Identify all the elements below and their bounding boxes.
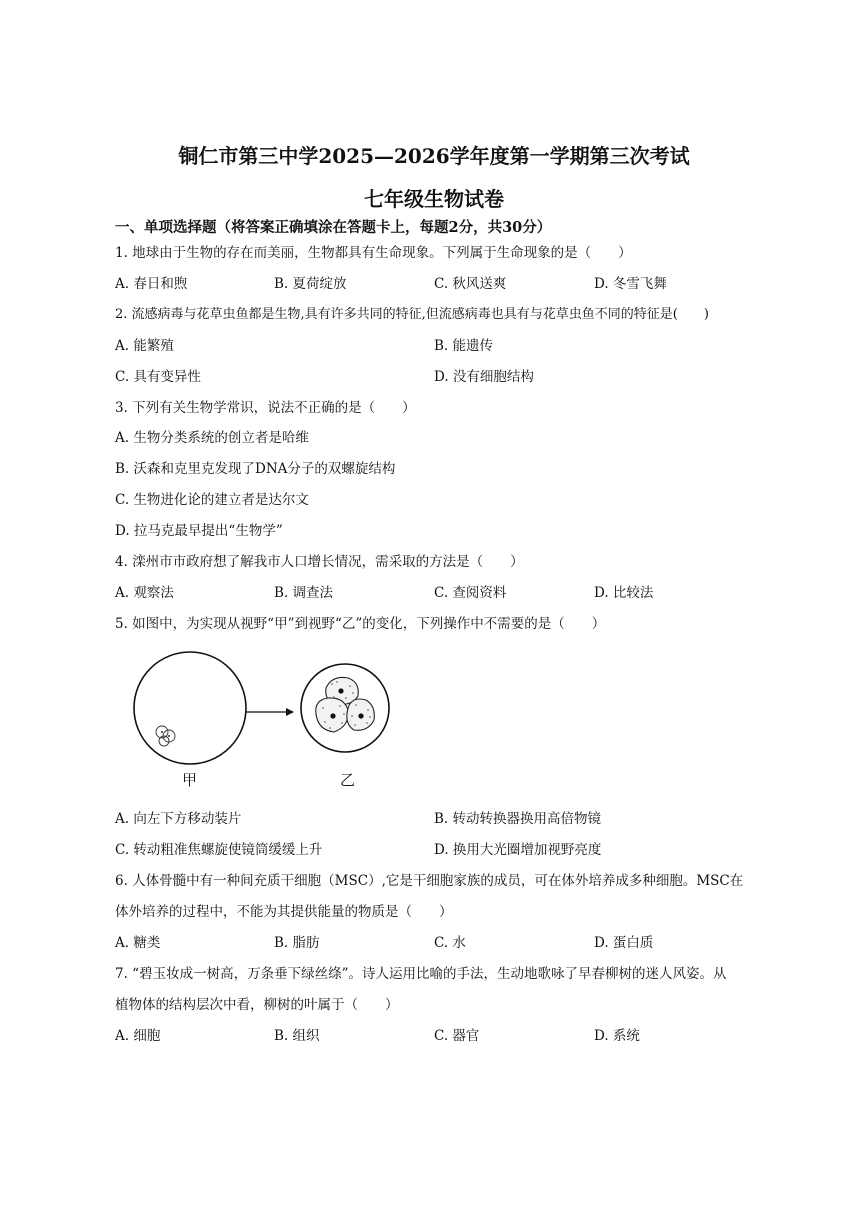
field-jia-label: 甲: [182, 771, 198, 789]
question-6-option-b: B. 脂肪: [274, 935, 320, 951]
question-5-option-d: D. 换用大光圈增加视野亮度: [434, 842, 602, 858]
question-3-option-b: B. 沃森和克里克发现了DNA分子的双螺旋结构: [115, 461, 396, 477]
question-6-stem-line-1: 6. 人体骨髓中有一种间充质干细胞（MSC）,它是干细胞家族的成员，可在体外培养成多种细胞。MSC在: [115, 873, 744, 889]
question-5-stem: 5. 如图中，为实现从视野“甲”到视野“乙”的变化，下列操作中不需要的是（ ）: [115, 616, 606, 632]
question-1-option-c: C. 秋风送爽: [434, 276, 507, 292]
question-5-option-a: A. 向左下方移动装片: [115, 811, 242, 827]
question-7-option-b: B. 组织: [274, 1028, 320, 1044]
small-cells-icon: [156, 726, 175, 746]
field-yi-label: 乙: [340, 771, 356, 789]
question-3-option-c: C. 生物进化论的建立者是达尔文: [115, 492, 309, 508]
microscope-field-figure: [120, 650, 420, 795]
field-jia: [134, 652, 246, 764]
question-6-option-d: D. 蛋白质: [594, 935, 654, 951]
arrow-right-icon: [245, 708, 294, 716]
question-6-stem-line-2: 体外培养的过程中，不能为其提供能量的物质是（ ）: [115, 904, 453, 920]
question-3-option-d: D. 拉马克最早提出“生物学”: [115, 523, 283, 539]
question-4-option-b: B. 调查法: [274, 585, 334, 601]
magnified-cells-icon: [316, 677, 375, 732]
question-5-option-c: C. 转动粗准焦螺旋使镜筒缓缓上升: [115, 842, 323, 858]
section-heading: 一、单项选择题（将答案正确填涂在答题卡上，每题2分，共30分）: [115, 219, 552, 236]
question-4-option-a: A. 观察法: [115, 585, 174, 601]
question-2-stem: 2. 流感病毒与花草虫鱼都是生物,具有许多共同的特征,但流感病毒也具有与花草虫鱼不同的特征是( ): [115, 307, 709, 322]
question-7-stem-line-2: 植物体的结构层次中看，柳树的叶属于（ ）: [115, 997, 399, 1013]
question-2-option-c: C. 具有变异性: [115, 369, 201, 385]
question-5-option-b: B. 转动转换器换用高倍物镜: [434, 811, 602, 827]
question-1-option-b: B. 夏荷绽放: [274, 276, 347, 292]
exam-title: 铜仁市第三中学2025—2026学年度第一学期第三次考试: [178, 144, 690, 168]
question-4-option-d: D. 比较法: [594, 585, 654, 601]
question-2-option-b: B. 能遗传: [434, 338, 494, 354]
question-4-stem: 4. 滦州市市政府想了解我市人口增长情况，需采取的方法是（ ）: [115, 554, 524, 570]
question-1-option-d: D. 冬雪飞舞: [594, 276, 667, 292]
question-1-stem: 1. 地球由于生物的存在而美丽，生物都具有生命现象。下列属于生命现象的是（ ）: [115, 245, 632, 261]
question-3-option-a: A. 生物分类系统的创立者是哈维: [115, 430, 309, 446]
question-6-option-c: C. 水: [434, 935, 466, 951]
question-7-option-d: D. 系统: [594, 1028, 640, 1044]
question-4-option-c: C. 查阅资料: [434, 585, 507, 601]
question-7-option-c: C. 器官: [434, 1028, 480, 1044]
question-2-option-d: D. 没有细胞结构: [434, 369, 534, 385]
question-2-option-a: A. 能繁殖: [115, 338, 174, 354]
question-1-option-a: A. 春日和煦: [115, 276, 188, 292]
question-7-stem-line-1: 7. “碧玉妆成一树高，万条垂下绿丝绦”。诗人运用比喻的手法，生动地歌咏了早春柳树的迷人风姿。从: [115, 966, 727, 982]
question-3-stem: 3. 下列有关生物学常识，说法不正确的是（ ）: [115, 400, 416, 416]
question-7-option-a: A. 细胞: [115, 1028, 161, 1044]
field-yi: [301, 664, 389, 752]
exam-subtitle: 七年级生物试卷: [364, 187, 504, 211]
question-6-option-a: A. 糖类: [115, 935, 161, 951]
